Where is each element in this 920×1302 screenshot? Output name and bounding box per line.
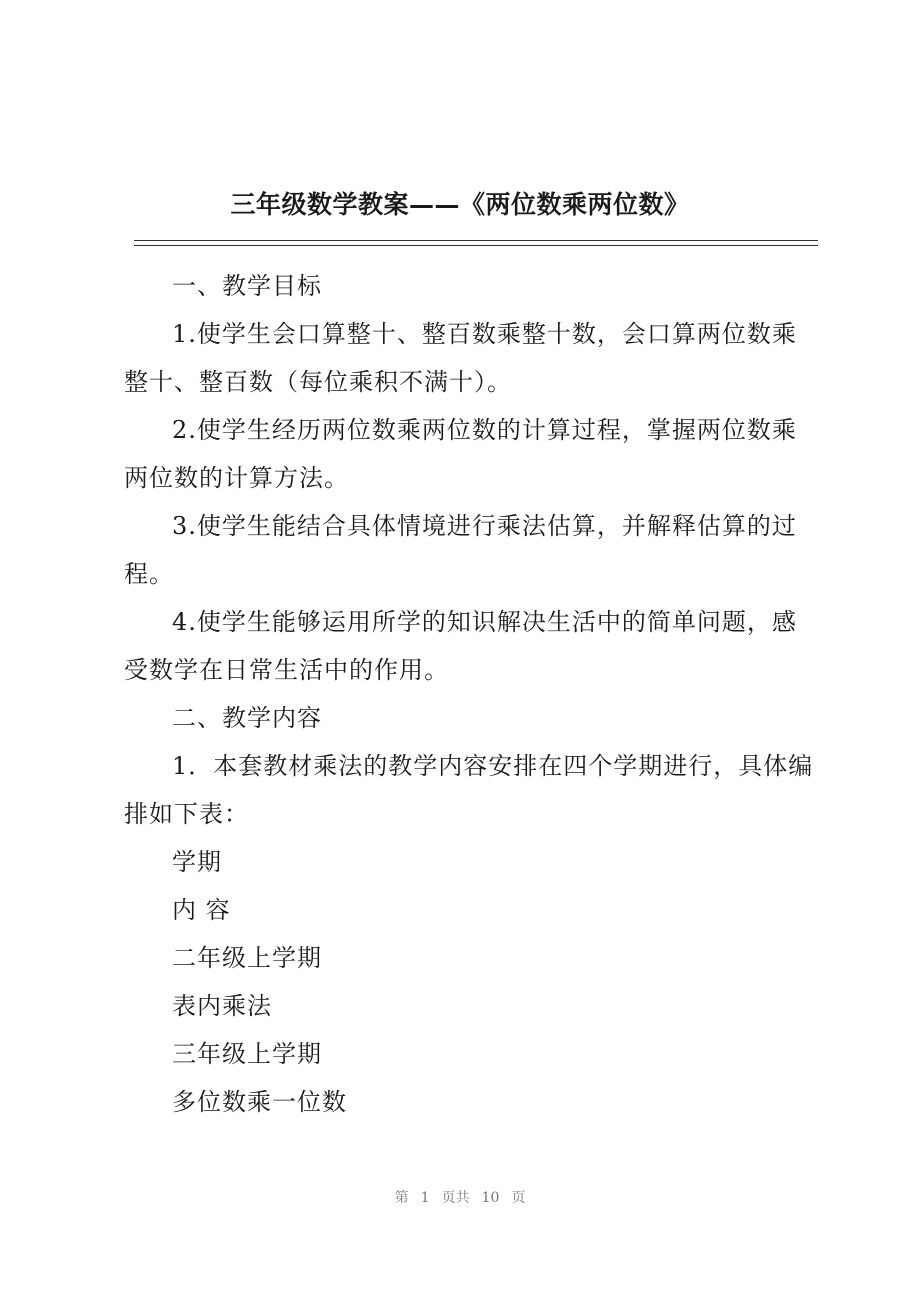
- table-header-semester: 学期: [172, 848, 222, 876]
- content-paragraph-1: 1．本套教材乘法的教学内容安排在四个学期进行，具体编排如下表：: [124, 752, 814, 828]
- objective-2: 2.使学生经历两位数乘两位数的计算过程，掌握两位数乘两位数的计算方法。: [124, 416, 797, 492]
- document-title: 三年级数学教案——《两位数乘两位数》: [230, 190, 690, 219]
- footer-middle: 页共: [441, 1190, 470, 1206]
- footer-total-pages: 10: [481, 1190, 500, 1206]
- objective-4: 4.使学生能够运用所学的知识解决生活中的简单问题，感受数学在日常生活中的作用。: [124, 608, 797, 684]
- objective-3: 3.使学生能结合具体情境进行乘法估算，并解释估算的过程。: [124, 512, 797, 588]
- footer-current-page: 1: [420, 1190, 430, 1206]
- table-header-content: 内 容: [172, 896, 231, 924]
- table-cell-content-2: 多位数乘一位数: [172, 1088, 347, 1116]
- title-divider-bottom: [134, 245, 818, 246]
- objective-1: 1.使学生会口算整十、整百数乘整十数，会口算两位数乘整十、整百数（每位乘积不满十）。: [124, 320, 797, 396]
- document-body: [124, 262, 818, 1126]
- section-heading-content: 二、教学内容: [172, 704, 322, 732]
- table-cell-semester-1: 二年级上学期: [172, 944, 322, 972]
- title-divider-top: [134, 240, 818, 241]
- section-heading-objectives: 一、教学目标: [172, 272, 322, 300]
- table-cell-content-1: 表内乘法: [172, 992, 272, 1020]
- page-footer: [0, 1187, 920, 1209]
- footer-suffix: 页: [511, 1190, 526, 1206]
- footer-prefix: 第: [394, 1190, 409, 1206]
- table-cell-semester-2: 三年级上学期: [172, 1040, 322, 1068]
